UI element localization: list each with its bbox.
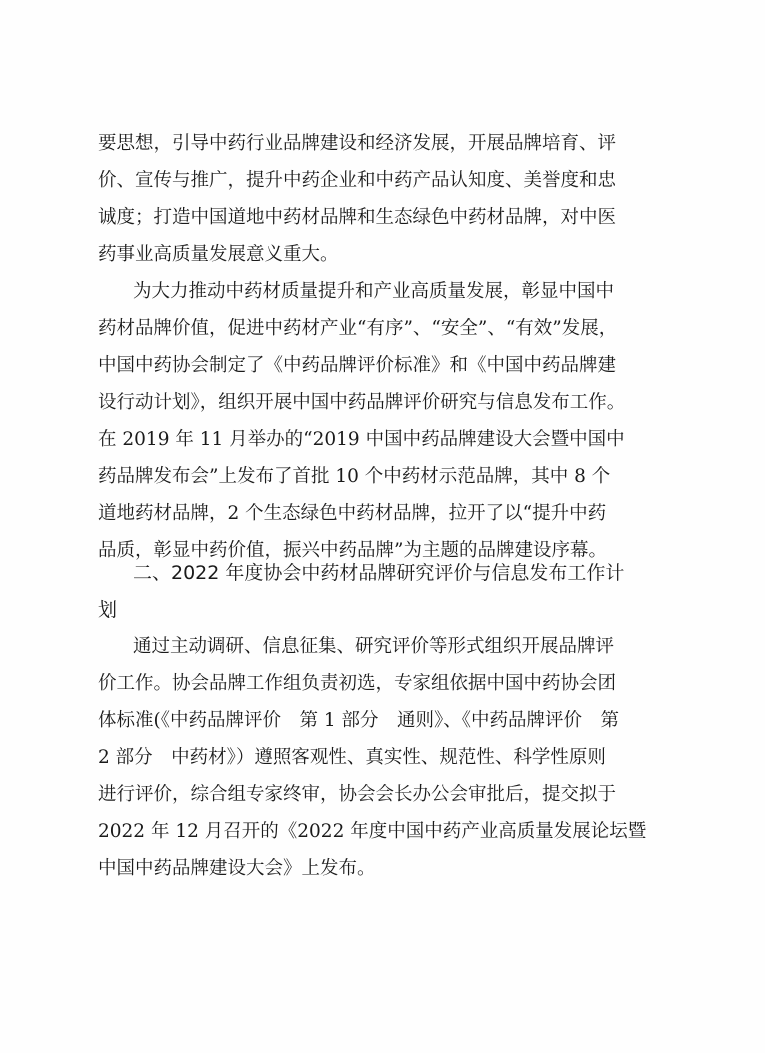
paragraph-2-line-3: 中国中药协会制定了《中药品牌评价标准》和《中国中药品牌建 xyxy=(98,355,617,376)
section-heading-line-2: 划 xyxy=(98,599,118,621)
paragraph-3-line-1: 通过主动调研、信息征集、研究评价等形式组织开展品牌评 xyxy=(133,636,615,657)
paragraph-2-line-7: 道地药材品牌，2 个生态绿色中药材品牌，拉开了以“提升中药 xyxy=(98,503,607,524)
paragraph-1-line-4: 药事业高质量发展意义重大。 xyxy=(98,244,339,265)
paragraph-1-line-3: 诚度；打造中国道地中药材品牌和生态绿色中药材品牌，对中医 xyxy=(98,207,617,228)
paragraph-2-line-6: 药品牌发布会”上发布了首批 10 个中药材示范品牌，其中 8 个 xyxy=(98,466,611,487)
paragraph-3-line-6: 2022 年 12 月召开的《2022 年度中国中药产业高质量发展论坛暨 xyxy=(98,821,647,842)
paragraph-2-line-5: 在 2019 年 11 月举办的“2019 中国中药品牌建设大会暨中国中 xyxy=(98,429,625,450)
paragraph-2-line-1: 为大力推动中药材质量提升和产业高质量发展，彰显中国中 xyxy=(133,281,615,302)
paragraph-3-line-7: 中国中药品牌建设大会》上发布。 xyxy=(98,858,376,879)
paragraph-1-line-2: 价、宣传与推广，提升中药企业和中药产品认知度、美誉度和忠 xyxy=(98,170,617,191)
paragraph-2-line-8: 品质，彰显中药价值，振兴中药品牌”为主题的品牌建设序幕。 xyxy=(98,540,607,561)
paragraph-3-line-4: 2 部分 中药材》）遵照客观性、真实性、规范性、科学性原则 xyxy=(98,747,606,768)
paragraph-2-line-4: 设行动计划》，组织开展中国中药品牌评价研究与信息发布工作。 xyxy=(98,392,626,413)
paragraph-3-line-5: 进行评价，综合组专家终审，协会会长办公会审批后，提交拟于 xyxy=(98,784,617,805)
paragraph-3-line-3: 体标准(《中药品牌评价 第 1 部分 通则》、《中药品牌评价 第 xyxy=(98,710,620,731)
paragraph-2-line-2: 药材品牌价值，促进中药材产业“有序”、“安全”、“有效”发展， xyxy=(98,318,618,339)
paragraph-3-line-2: 价工作。协会品牌工作组负责初选，专家组依据中国中药协会团 xyxy=(98,673,617,694)
section-heading-line-1: 二、2022 年度协会中药材品牌研究评价与信息发布工作计 xyxy=(133,562,625,584)
paragraph-1-line-1: 要思想，引导中药行业品牌建设和经济发展，开展品牌培育、评 xyxy=(98,133,617,154)
